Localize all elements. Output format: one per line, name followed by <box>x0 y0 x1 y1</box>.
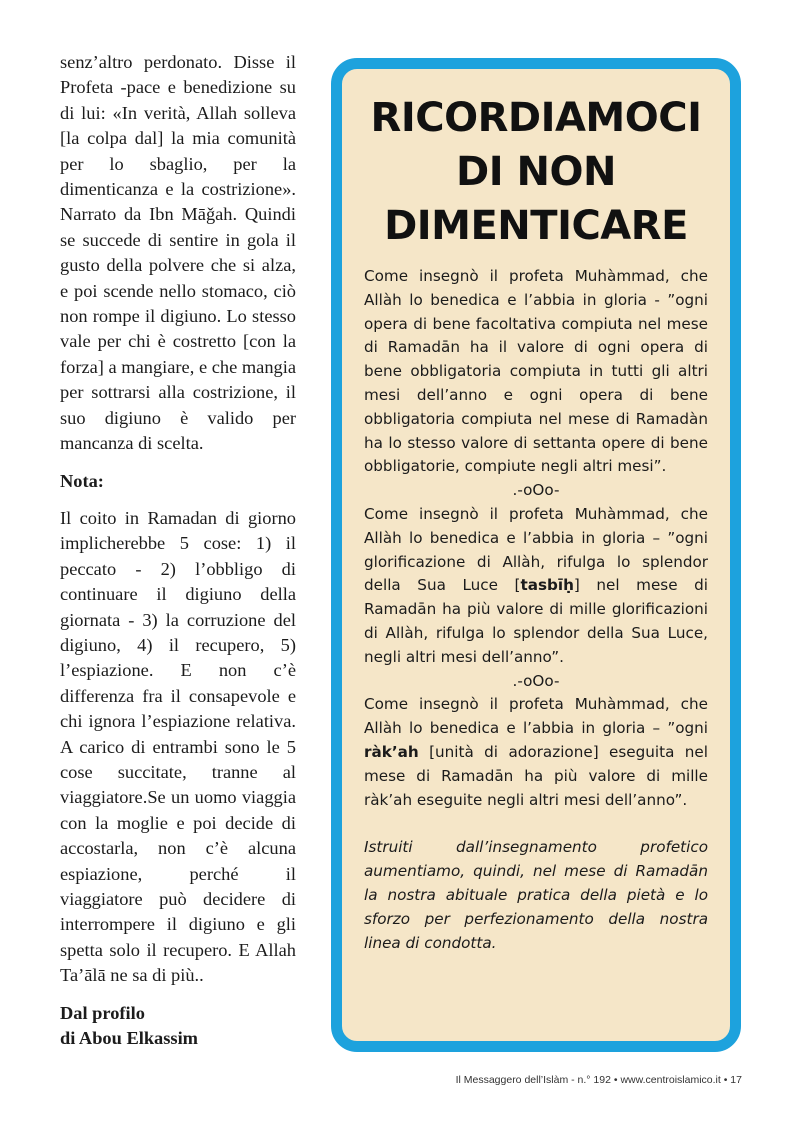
title-line-1: RICORDIAMOCI <box>370 95 702 141</box>
hadith-3-term: ràk’ah <box>364 742 419 761</box>
reminder-box <box>331 58 741 1052</box>
body-paragraph-2: Il coito in Ramadan di giorno implicherebbe 5 cose: 1) il peccato - 2) l’obbligo di continuare il digiuno della giornata - 3) la corruzione del digiuno, 4) il recupero, 5) l’espiazione. E non c’è differenza fra il consapevole e chi ignora l’espiazione relativa. A carico di entrambi sono le 5 cose succitate, tranne al viaggiatore.Se un uomo viaggia con la moglie e poi decide di accostarla, non c’è alcuna espiazione, perché il viaggiatore può decidere di interrompere il digiuno e gli spetta solo il recupero. E Allah Ta’ālā ne sa di più.. <box>60 507 296 986</box>
credit-line-2: di Abou Elkassim <box>60 1028 198 1049</box>
hadith-1: Come insegnò il profeta Muhàmmad, che Allàh lo benedica e l’abbia in gloria - ”ogni opera di bene facoltativa compiuta nel mese di Ramadān ha il valore di ogni opera di bene obbligatoria compiuta in tutti gli altri mesi dell’anno e ogni opera di bene obbligatoria compiuta nel mese di Ramadàn ha lo stesso valore di settanta opere di bene obbligatorie, compiute negli altri mesi”. <box>364 267 708 476</box>
hadith-2-term: tasbīḥ <box>520 576 574 595</box>
title-line-3: DIMENTICARE <box>384 203 688 249</box>
article-left-column <box>60 50 296 1051</box>
closing-exhortation: Istruiti dall’insegnamento profetico aumentiamo, quindi, nel mese di Ramadān la nostra abituale pratica della pietà e lo sforzo per perfezionamento della nostra linea di condotta. <box>364 838 708 952</box>
author-credit <box>60 1001 296 1052</box>
reminder-title <box>342 91 730 253</box>
hadith-3-text-b: [unità di adorazione] eseguita nel mese di Ramadān ha più valore di mille ràk’ah eseguite negli altri mesi dell’anno”. <box>364 742 708 809</box>
reminder-body <box>364 265 708 955</box>
hadith-3 <box>364 693 708 812</box>
note-heading: Nota: <box>60 470 104 491</box>
hadith-2 <box>364 503 708 670</box>
credit-line-1: Dal profilo <box>60 1002 145 1023</box>
page-footer: Il Messaggero dell’Islàm - n.° 192 • www.centroislamico.it • 17 <box>455 1074 742 1086</box>
hadith-2-text-a: Come insegnò il profeta Muhàmmad, che Allàh lo benedica e l’abbia in gloria – ”ogni glorificazione di Allàh, rifulga lo splendor della Sua Luce [ <box>364 504 708 595</box>
separator-2: .-oOo- <box>512 671 560 690</box>
title-line-2: DI NON <box>456 149 616 195</box>
body-paragraph-1: senz’altro perdonato. Disse il Profeta -pace e benedizione su di lui: «In verità, Allah solleva [la colpa dal] la mia comunità per lo sbaglio, per la dimenticanza e la costrizione». Narrato da Ibn Māǧah. Quindi se succede di sentire in gola il gusto della polvere che si alza, e poi scende nello stomaco, ciò non rompe il digiuno. Lo stesso vale per chi è costretto [con la forza] a mangiare, e che mangia per sottrarsi alla costrizione, il suo digiuno è valido per mancanza di scelta. <box>60 52 296 454</box>
hadith-3-text-a: Come insegnò il profeta Muhàmmad, che Allàh lo benedica e l’abbia in gloria – ”ogni <box>364 695 708 738</box>
hadith-2-text-b: ] nel mese di Ramadān ha più valore di mille glorificazioni di Allàh, rifulga lo splendor della Sua Luce, negli altri mesi dell’anno”. <box>364 576 708 666</box>
separator-1: .-oOo- <box>512 481 560 500</box>
